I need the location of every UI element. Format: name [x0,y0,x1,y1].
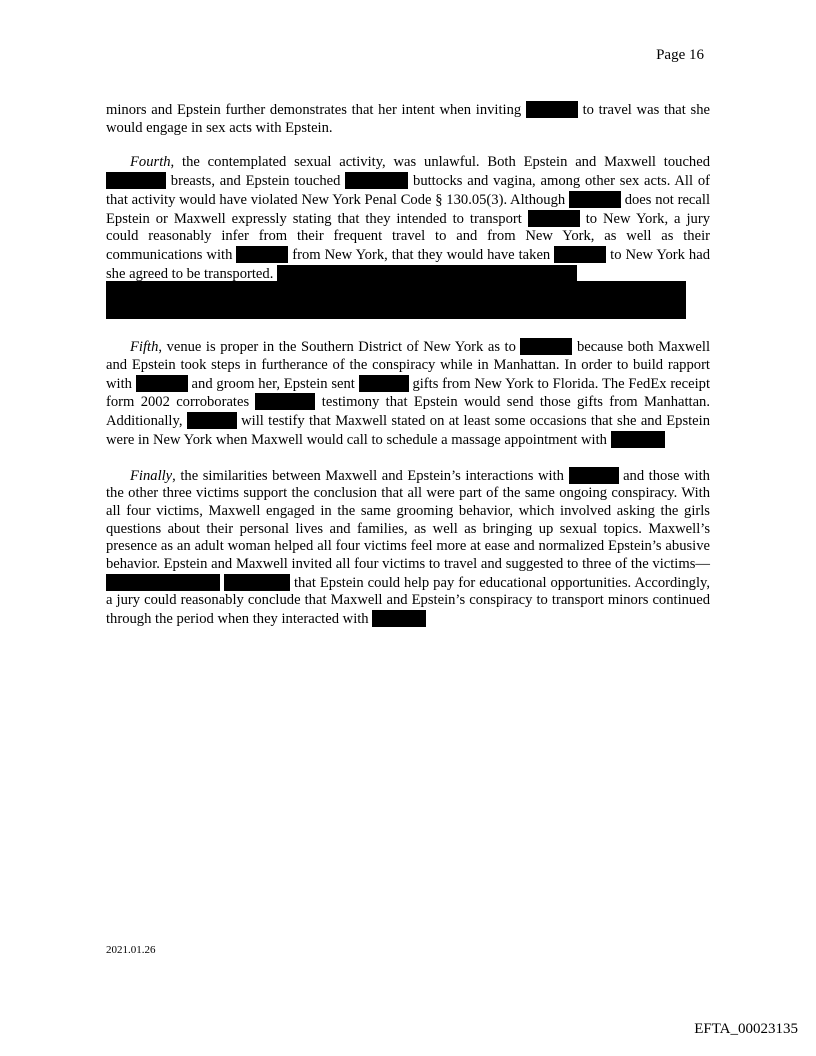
redaction-box [224,574,290,591]
bates-number: EFTA_00023135 [694,1021,798,1037]
text-run: does not recall Epstein or Maxwell expressly stating that they intended to transport [106,191,710,227]
text-run: minors and Epstein further demonstrates that her intent when inviting [106,102,526,118]
text-run: testimony that Epstein would send those gifts from Manhattan. Additionally, [106,394,711,430]
text-run: , the similarities between Maxwell and Epstein’s interactions with [172,467,569,484]
text-run: that Epstein could help pay for educational opportunities. Accordingly, a jury could reasonably conclude that Maxwell and Epstein’s conspiracy to transport minors continued through the period when they interacted with [106,574,710,628]
paragraph-2 [106,154,710,319]
text-run: because both Maxwell and Epstein took steps in furtherance of the conspiracy while in Manhattan. In order to build rapport with [106,339,711,392]
paragraph-3 [106,338,710,449]
redaction-box [106,574,220,591]
text-run: gifts from New York to Florida. The FedEx receipt form 2002 corroborates [106,375,711,411]
text-run: from New York, that they would have taken [288,246,555,263]
redaction-box [136,375,188,392]
redaction-box [359,375,409,392]
footer-date: 2021.01.26 [106,944,156,956]
redaction-block [106,281,686,319]
redaction-box [106,172,166,189]
paragraph-4 [106,467,710,629]
text-run: will testify that Maxwell stated on at least some occasions that she and Epstein were in New York when Maxwell would call to schedule a massage appointment with [106,413,711,448]
text-run: to New York, a jury could reasonably infer from their frequent travel to and from New York, as well as their communications with [106,210,710,263]
page-number: Page 16 [656,47,704,63]
redaction-box [255,393,315,410]
text-run: to New York had she agreed to be transported. [106,246,710,282]
text-run: to travel was that she would engage in sex acts with Epstein. [106,102,710,136]
document-body [106,101,710,646]
text-run: and those with the other three victims support the conclusion that all were part of the same ongoing conspiracy. With all four victims, Maxwell engaged in the same grooming behavior, which involved asking the girls questions about their personal lives and families, as well as bringing up sexual topics. Maxwell’s presence as an adult woman helped all four victims feel more at ease and normalized Epstein’s abusive behavior. Epstein and Maxwell invited all four victims to travel and suggested to three of the victims— [106,467,710,573]
text-run: , the contemplated sexual activity, was unlawful. Both Epstein and Maxwell touched [170,154,710,171]
redaction-box [554,246,606,263]
redaction-box [611,431,665,448]
paragraph-lead: Finally [130,467,173,484]
redaction-box [569,191,621,208]
text-run: and groom her, Epstein sent [187,375,359,392]
paragraph-1 [106,101,710,137]
redaction-box [187,412,237,429]
redaction-box [528,210,580,227]
redaction-box [277,265,577,282]
text-run: breasts, and Epstein touched [166,173,346,190]
text-run: buttocks and vagina, among other sex acts. All of that activity would have violated New York Penal Code § 130.05(3). Although [106,173,710,208]
redaction-box [520,338,572,355]
text-run: , venue is proper in the Southern District of New York as to [158,339,521,356]
redaction-box [236,246,288,263]
paragraph-lead: Fourth [130,154,171,171]
redaction-box [526,101,578,118]
redaction-box [569,467,619,484]
redaction-box [345,172,408,189]
redaction-box [372,610,426,627]
paragraph-lead: Fifth [130,339,159,356]
